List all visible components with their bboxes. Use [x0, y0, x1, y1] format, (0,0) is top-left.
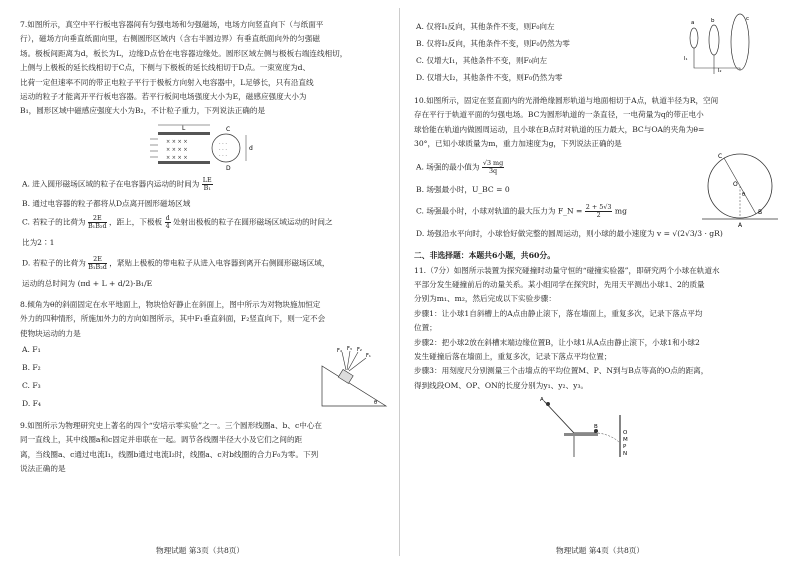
q11-label-m: M [623, 437, 628, 444]
q7-a-fraction: $\frac{LE}{\text{B₁}}$ [202, 175, 212, 192]
svg-text:× × × ×: × × × × [166, 146, 188, 153]
q10-c-fraction: $\frac{2 + 5√3}{2}$ [585, 202, 612, 219]
q11-label-n: N [623, 451, 628, 458]
q10-c-post: mg [614, 206, 627, 216]
q8-option-d[interactable]: D. F₄ [22, 399, 41, 409]
q11-line: 步骤3：用刻度尺分别测量三个击墙点的平均位置M、P、N到与B点等高的O点的距离， [414, 366, 709, 376]
question-7 [20, 18, 386, 290]
q10-stem-line: 存在平行于轨道平面的匀强电场。BC为圆形轨道的一条直径，一电荷量为q的带正电小 [414, 110, 704, 120]
q7-top-plate [158, 132, 210, 135]
q10-d-text: D. 场强沿水平向时，小球恰好做完整的圆周运动，则小球的最小速度为 v = [416, 228, 670, 238]
q7-d-fraction: $\frac{2E}{\text{B₁B₂d}}$ [88, 254, 107, 271]
q9-stem-line: 说法正确的是 [20, 464, 66, 474]
svg-text:× × × ×: × × × × [166, 138, 188, 145]
q7-field-crosses [166, 139, 188, 161]
q7-c-fraction2: $\frac{d}{4}$ [165, 213, 170, 230]
q7-circle-dots [219, 141, 227, 159]
q7-field-lines [150, 139, 158, 157]
q11-trajectory [598, 433, 620, 443]
q10-label-a: A [738, 222, 743, 228]
q11-label-p: P [623, 444, 627, 451]
q7-capacitor-figure [148, 121, 278, 175]
q10-stem-line: 30°，已知小球质量为m，重力加速度为g，下列说法正确的是 [414, 139, 622, 149]
q9-stem-line: 离，当线圈a、c通过电流I₁，线圈b通过电流I₂时，线圈a、c对b线圈的合力F₀为零。下列 [20, 449, 319, 459]
q10-option-b[interactable]: B. 场强最小时，U_BC = 0 [416, 184, 510, 194]
q7-figure-wrap [20, 119, 386, 177]
q11-label-o: O [623, 430, 628, 437]
question-11 [414, 264, 782, 460]
q8-label-f3: F₃ [347, 345, 352, 352]
q7-c-post: 处射出极板的粒子在圆形磁场区域运动的时间之 [173, 217, 333, 227]
q7-label-L: L [182, 124, 186, 132]
q9-label-i2: I₂ [718, 68, 722, 74]
q9-coil-c [731, 14, 749, 70]
q11-line: 平部分发生碰撞前后的动量关系。某小组同学在探究时，先用天平测出小球1、2的质量 [414, 280, 705, 290]
q7-stem-line: 7.如图所示，真空中平行板电容器间有匀强电场和匀强磁场，电场方向竖直向下（与纸面平 [20, 20, 324, 29]
q11-line: 位置； [414, 323, 437, 333]
svg-text:× × × ×: × × × × [166, 154, 188, 161]
question-10 [414, 94, 782, 240]
q10-option-d[interactable] [416, 227, 782, 240]
q10-label-b: B [758, 209, 763, 216]
q9-option-d[interactable]: D. 仅增大I₂，其他条件不变，则F₀仍然为零 [416, 73, 563, 82]
q8-option-a[interactable]: A. F₁ [22, 345, 41, 355]
q8-label-f4: F₄ [337, 347, 342, 354]
q8-stem-line: 外力的四种情形，所施加外力的方向如图所示，其中F₁垂直斜面，F₂竖直向下，则一定不会 [20, 314, 326, 324]
q7-stem-line: 场。极板间距离为d，板长为L，边缘D点恰在电容器边缘处。圆形区域左侧与极板右端连线相切， [20, 48, 348, 58]
q7-label-D: D [226, 164, 231, 172]
question-9 [20, 419, 386, 477]
q10-circle-figure [700, 148, 780, 228]
q7-stem-line: 上侧与上极板的延长线相切于C点，下侧与下极板的延长线相切于D点。一束宽度为d、 [20, 63, 311, 73]
q9-option-c[interactable]: C. 仅增大I₁，其他条件不变，则F₀向左 [416, 56, 548, 65]
q7-option-a[interactable] [22, 177, 386, 192]
svg-text:· · ·: · · · [219, 152, 227, 159]
q8-block [338, 369, 353, 383]
q11-ball-1 [546, 402, 550, 406]
q10-stem-line: 球恰能在轨道内做圆周运动，且小球在B点时对轨道的压力最大，BC与OA的夹角为θ= [414, 124, 705, 134]
q7-option-d[interactable] [22, 256, 386, 271]
q11-line: 发生碰撞后落在墙面上，重复多次，记录下落点平均位置； [414, 352, 612, 362]
q9-label-a: a [691, 20, 695, 26]
q11-line: 步骤2：把小球2放在斜槽末端边缘位置B，让小球1从A点由静止滚下，小球1和小球2 [414, 337, 700, 347]
q7-stem-line: 比荷一定但速率不同的带正电粒子平行于极板方向射入电容器中，L足够长，只有沿直线 [20, 77, 314, 87]
q11-label-b: B [594, 424, 598, 431]
q8-label-theta: θ [374, 399, 378, 406]
q7-option-c-line2: 比为2∶1 [22, 237, 55, 247]
q10-c-text: C. 场强最小时，小球对轨道的最大压力为 F_N = [416, 206, 583, 216]
q8-option-c[interactable]: C. F₃ [22, 381, 41, 391]
q10-label-o: O [733, 181, 738, 188]
q11-label-a: A [540, 397, 544, 404]
q10-a-text: A. 场强的最小值为 [416, 162, 480, 172]
q9-label-i1: I₁ [684, 56, 688, 62]
q10-label-c: C [718, 153, 723, 160]
q7-label-d: d [249, 144, 253, 152]
svg-text:· · ·: · · · [219, 140, 227, 147]
q9-coil-a [690, 28, 698, 48]
q8-option-b[interactable]: B. F₂ [22, 363, 41, 373]
q8-label-f2: F₂ [357, 346, 362, 353]
q9-stem-line: 9.如图所示为物理研究史上著名的四个“安培示零实验”之一。三个圆形线圈a、b、c中心在 [20, 421, 323, 431]
page-3-footer: 物理试题 第3页（共8页） [155, 546, 244, 555]
q9-coil-b [709, 25, 719, 55]
q10-stem-line: 10.如图所示，固定在竖直面内的光滑绝缘圆形轨道与地面相切于A点，轨道半径为R，空间 [414, 96, 719, 105]
q7-d-line2-text: 运动的总时间为 [22, 278, 76, 288]
q11-apparatus-figure [534, 395, 634, 459]
q7-label-C: C [226, 125, 231, 133]
q9-option-a[interactable]: A. 仅将I₁反向，其他条件不变，则F₀向左 [416, 22, 555, 31]
page-4-footer: 物理试题 第4页（共8页） [555, 546, 644, 555]
q7-c-mid: ，距上，下极板 [108, 217, 163, 227]
q7-bottom-plate [158, 161, 210, 164]
q7-c-fraction: $\frac{2E}{\text{B₁B₂d}}$ [87, 213, 107, 230]
page-4 [400, 0, 800, 566]
svg-text:· · ·: · · · [219, 146, 227, 153]
q10-a-fraction: $\frac{√3 mg}{3q}$ [482, 158, 504, 175]
q11-line: 分别为m₁、m₂，然后完成以下实验步骤： [414, 294, 556, 304]
q9-label-b: b [711, 18, 715, 24]
q7-a-text: A. 进入圆形磁场区域的粒子在电容器内运动的时间为 [22, 179, 200, 189]
q11-table-top [564, 433, 598, 436]
q10-d-expression: √(2√3/3 · gR) [672, 228, 723, 238]
q7-c-text: C. 若粒子的比荷为 [22, 217, 86, 227]
question-8 [20, 298, 386, 413]
q8-incline-figure [320, 346, 390, 410]
q11-line: 得到线段OM、OP、ON的长度分别为y₁、y₂、y₃。 [414, 380, 589, 390]
q11-ramp [544, 401, 596, 433]
q8-stem-line: 8.倾角为θ的斜面固定在水平地面上，物块恰好静止在斜面上，图中所示为对物块施加恒定 [20, 299, 321, 309]
q9-stem-line: 同一直线上，其中线圈a和c固定并串联在一起。调节各线圈半径大小及它们之间的距 [20, 435, 303, 445]
q7-d-post: ，紧贴上极板的带电粒子从进入电容器到离开右侧圆形磁场区域， [109, 258, 330, 268]
section-2-heading: 二、非选择题：本题共6小题，共60分。 [414, 250, 556, 260]
q11-line: 步骤1：让小球1自斜槽上的A点由静止滚下，落在墙面上，重复多次，记录下落点平均 [414, 308, 703, 318]
q9-label-c: c [746, 16, 750, 22]
q7-stem-line: B₁，圆形区域中磁感应强度大小为B₂，不计粒子重力，下列说法正确的是 [20, 106, 266, 116]
q7-option-c[interactable] [22, 215, 386, 230]
q9-coils-figure [682, 10, 762, 80]
q8-force-arrows [342, 351, 366, 371]
q9-continued [414, 18, 782, 86]
q7-stem-line: 行），磁场方向垂直纸面向里，右侧圆形区域内（含右半圆边界）有垂直纸面向外的匀强磁 [20, 34, 320, 44]
q7-option-d-line2 [22, 277, 386, 290]
q9-option-b[interactable]: B. 仅将I₂反向，其他条件不变，则F₀仍然为零 [416, 39, 570, 48]
q8-stem-line: 使物块运动的力是 [20, 328, 81, 338]
q7-option-b[interactable]: B. 通过电容器的粒子都将从D点离开圆形磁场区域 [22, 198, 191, 208]
q10-label-theta: θ [742, 192, 746, 198]
q7-stem-line: 运动的粒子才能离开平行板电容器。若平行板间电场强度大小为E，磁感应强度大小为 [20, 92, 307, 102]
q8-label-f1: F₁ [366, 352, 371, 359]
q7-d-text: D. 若粒子的比荷为 [22, 258, 86, 268]
q11-line: 11.（7分）如图所示装置为探究碰撞时动量守恒的“碰撞实验器”，即研究两个小球在轨道水 [414, 265, 720, 275]
q7-d-expression: (πd + L + d/2)·B₁/E [77, 278, 153, 288]
